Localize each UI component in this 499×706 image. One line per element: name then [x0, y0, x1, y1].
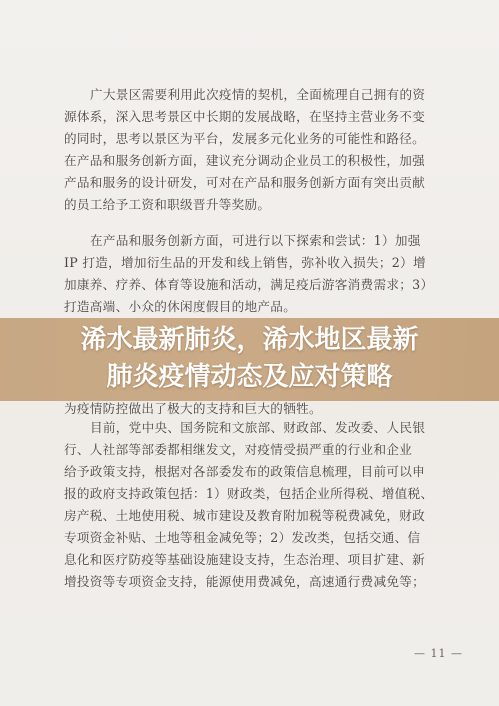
paragraph-innovation	[64, 230, 446, 318]
paragraph-resource-strategy	[64, 84, 446, 216]
banner-title	[0, 322, 499, 396]
banner-title-line-2: 肺炎疫情动态及应对策略	[106, 362, 393, 392]
text-line: 房产税、土地使用税、城市建设及教育附加税等税费减免，财政	[64, 508, 426, 523]
text-line: 产品和服务的设计研发，可对在产品和服务创新方面有突出贡献	[64, 175, 426, 190]
text-line: 广大景区需要利用此次疫情的契机，全面梳理自己拥有的资	[90, 87, 426, 102]
text-line: 在产品和服务创新方面，可进行以下探索和尝试：1）加强	[90, 233, 421, 248]
text-line: 行、人社部等部委都相继发文，对疫情受损严重的行业和企业	[64, 442, 413, 457]
text-line: 目前，党中央、国务院和文旅部、财政部、发改委、人民银	[90, 420, 426, 435]
text-line: 给予政策支持，根据对各部委发布的政策信息梳理，目前可以申	[64, 464, 426, 479]
paragraph-policy-support	[64, 417, 446, 593]
text-line: 的同时，思考以景区为平台，发展多元化业务的可能性和路径。	[64, 131, 426, 146]
banner-title-line-1: 浠水最新肺炎，浠水地区最新	[80, 325, 419, 355]
text-line: 报的政府支持政策包括：1）财政类，包括企业所得税、增值税、	[64, 486, 434, 501]
text-line: 专项资金补贴、土地等租金减免等；2）发改类，包括交通、信	[64, 530, 421, 545]
text-line: 在产品和服务创新方面，建议充分调动企业员工的积极性，加强	[64, 153, 426, 168]
text-line: 源体系，深入思考景区中长期的发展战略，在坚持主营业务不变	[64, 109, 426, 124]
text-line: IP 打造，增加衍生品的开发和线上销售，弥补收入损失；2）增	[64, 255, 426, 270]
text-line: 的员工给予工资和职级晋升等奖励。	[64, 197, 271, 212]
text-line: 为疫情防控做出了极大的支持和巨大的牺牲。	[64, 401, 322, 416]
text-line: 加康养、疗养、体育等设施和活动，满足疫后游客消费需求；3）	[64, 277, 434, 292]
text-line: 息化和医疗防疫等基础设施建设支持，生态治理、项目扩建、新	[64, 552, 426, 567]
text-line: 增投资等专项资金支持，能源使用费减免，高速通行费减免等；	[64, 574, 426, 589]
page-number: — 11 —	[414, 647, 463, 660]
text-line: 打造高端、小众的休闲度假目的地产品。	[64, 299, 297, 314]
